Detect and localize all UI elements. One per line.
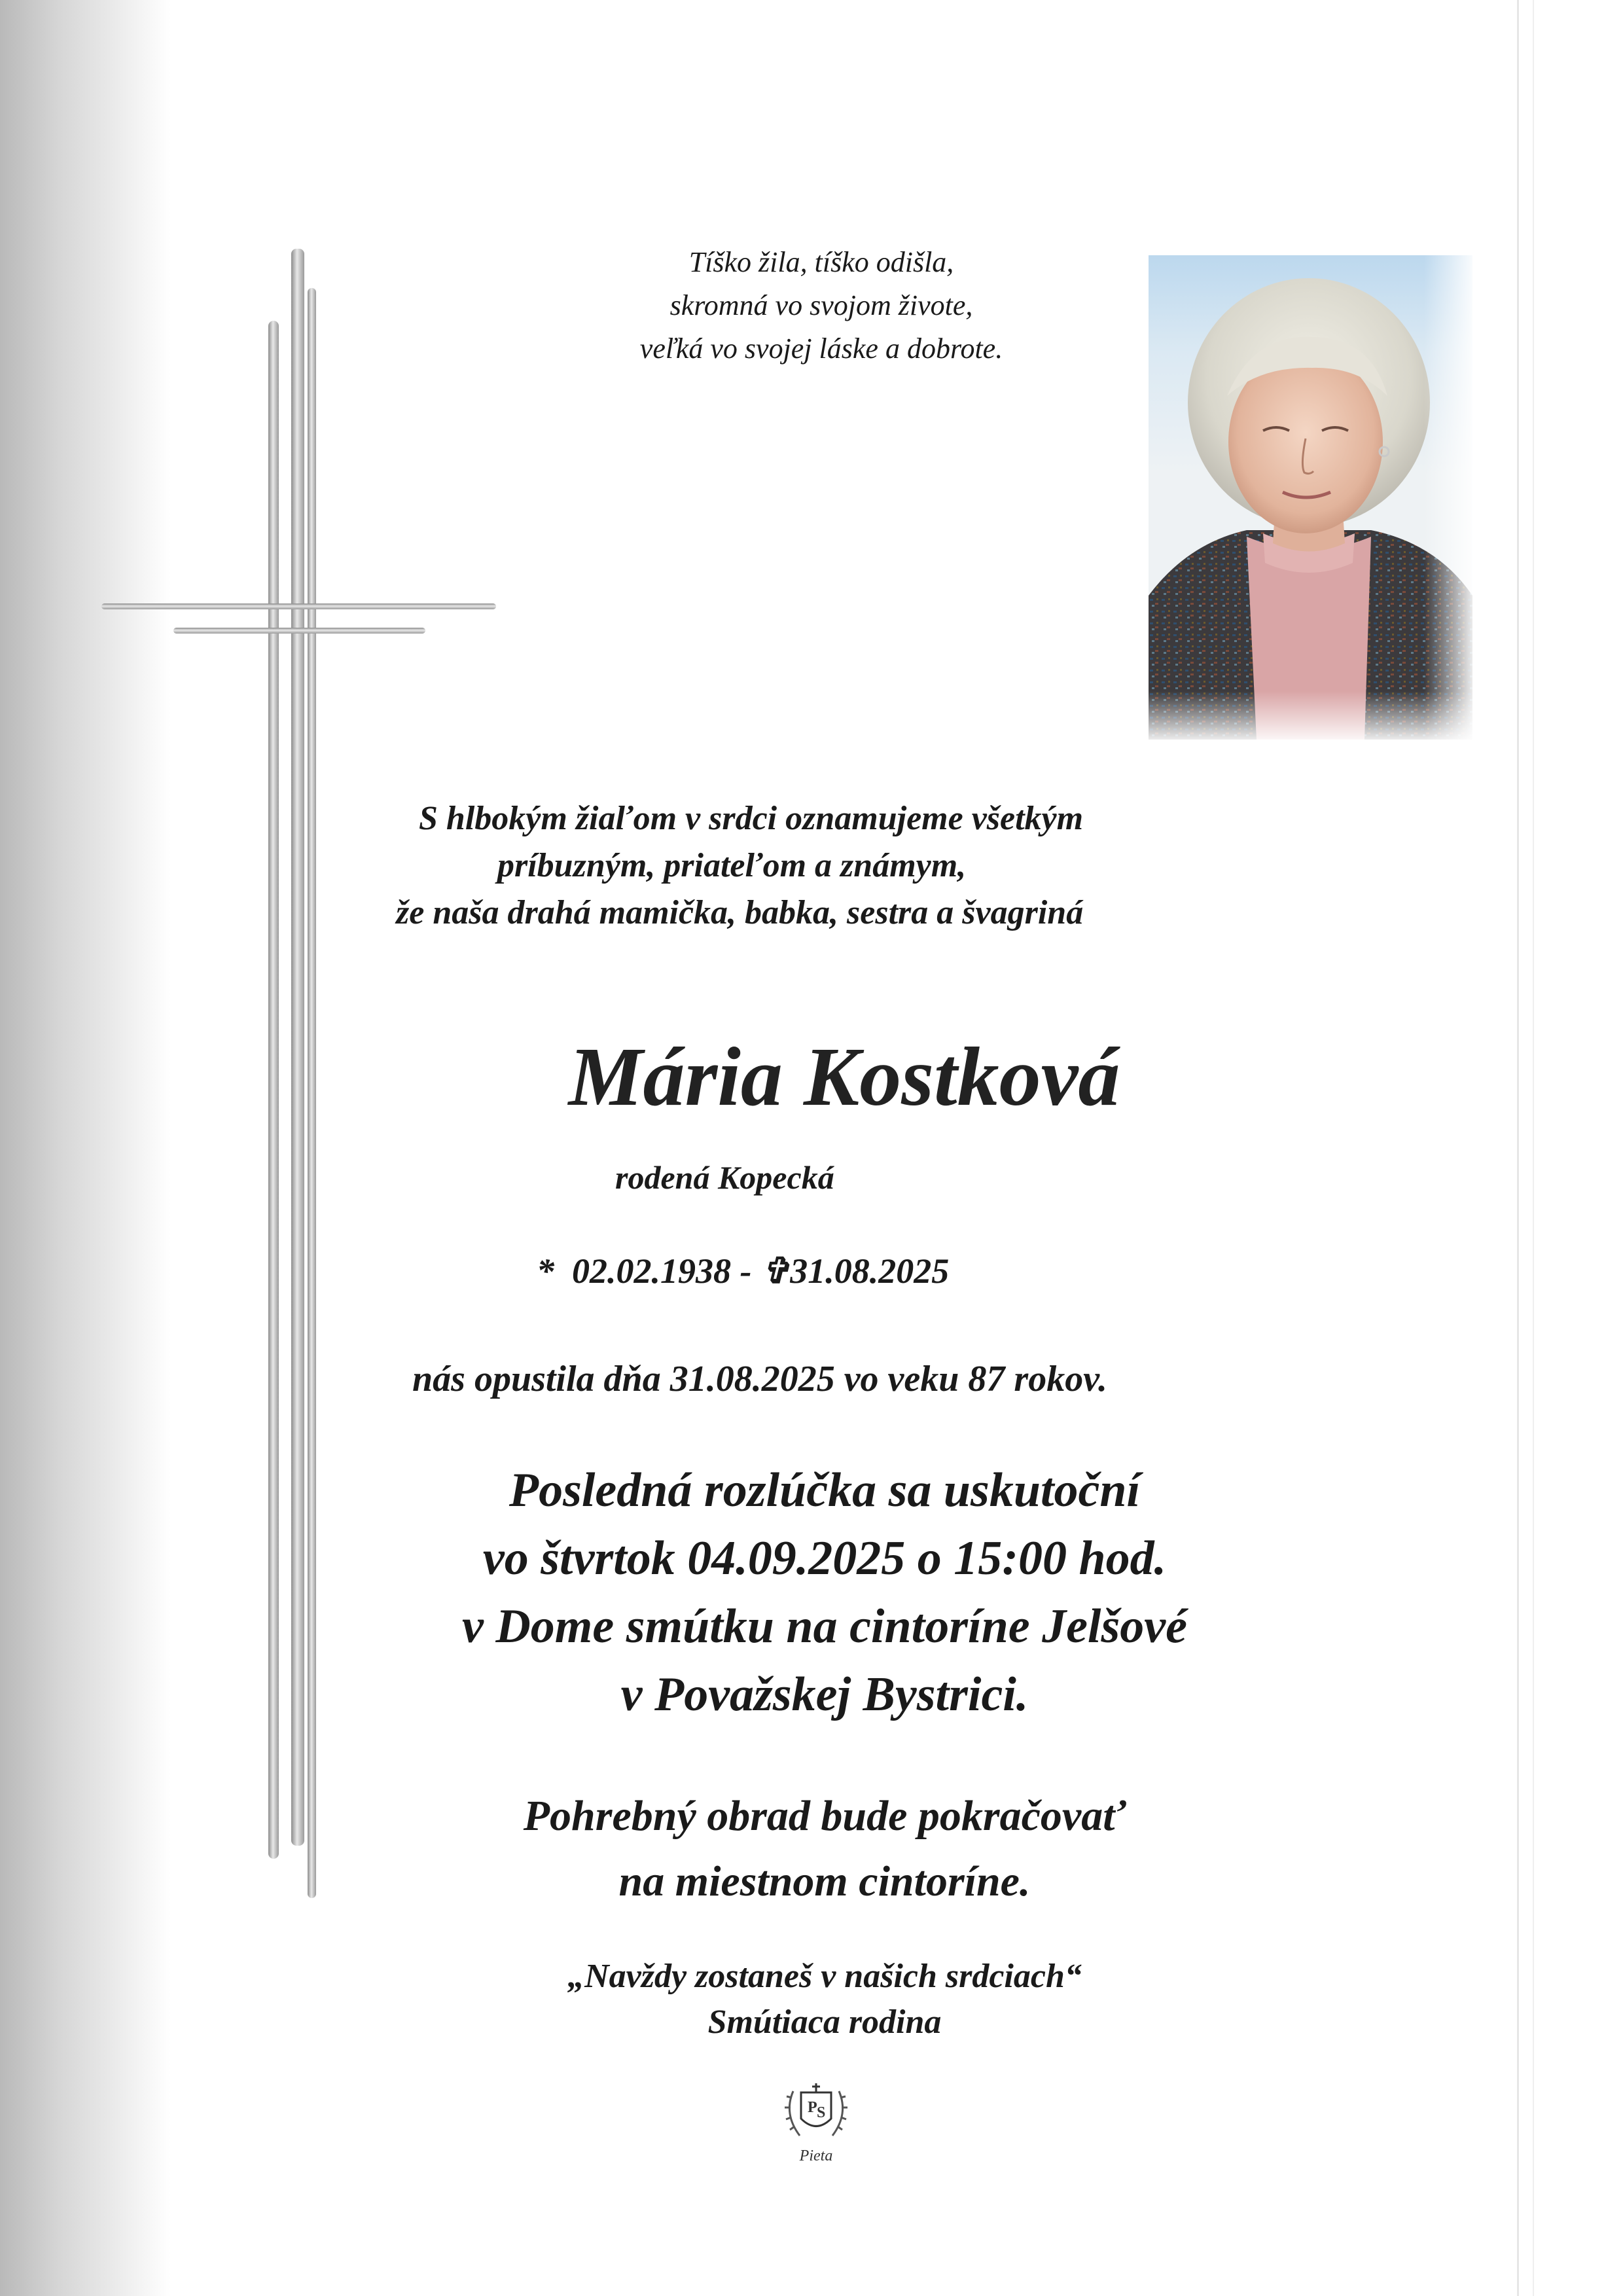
motto-line: skromná vo svojom živote, xyxy=(669,289,973,321)
farewell-line: Posledná rozlúčka sa uskutoční xyxy=(508,1463,1141,1517)
cross-vertical-bar xyxy=(308,288,316,1898)
left-gray-band xyxy=(0,0,170,2296)
portrait-photo xyxy=(1149,255,1472,740)
pieta-emblem-icon xyxy=(774,2078,859,2147)
cross-vertical-bar xyxy=(291,249,304,1846)
birth-star-icon: * xyxy=(537,1251,554,1291)
farewell-line: v Dome smútku na cintoríne Jelšové xyxy=(462,1600,1187,1653)
ceremony-line: Pohrebný obrad bude pokračovať xyxy=(523,1792,1126,1840)
maiden-name: rodená Kopecká xyxy=(615,1159,834,1196)
deceased-name: Mária Kostková xyxy=(568,1030,1120,1123)
ceremony-info xyxy=(366,1784,1283,1914)
announcement-line: že naša drahá mamička, babka, sestra a švagriná xyxy=(396,894,1084,931)
motto-line: Tíško žila, tíško odišla, xyxy=(688,246,954,278)
closing-quote: „Navždy zostaneš v našich srdciach“ xyxy=(567,1958,1082,1995)
farewell-info xyxy=(366,1456,1283,1729)
ceremony-line: na miestnom cintoríne. xyxy=(618,1857,1031,1905)
cross-horizontal-bar xyxy=(101,603,496,609)
farewell-line: v Považskej Bystrici. xyxy=(620,1668,1029,1721)
svg-text:S: S xyxy=(817,2104,826,2121)
portrait-illustration xyxy=(1149,255,1472,740)
motto xyxy=(543,241,1099,370)
logo-caption: Pieta xyxy=(799,2147,833,2164)
birth-date: 02.02.1938 xyxy=(572,1251,731,1291)
family-signature: Smútiaca rodina xyxy=(707,2003,942,2041)
announcement xyxy=(366,795,1315,937)
departed-line: nás opustila dňa 31.08.2025 vo veku 87 rokov. xyxy=(412,1359,1107,1399)
date-separator: - xyxy=(740,1251,752,1291)
announcement-line: príbuzným, priateľom a známym, xyxy=(497,847,967,884)
announcement-line: S hlbokým žiaľom v srdci oznamujeme všetkým xyxy=(419,800,1084,837)
pieta-logo xyxy=(774,2078,859,2176)
closing xyxy=(366,1954,1283,2045)
cross-vertical-bar xyxy=(268,321,279,1859)
cross-icon: ✞ xyxy=(760,1251,791,1291)
scan-edge-line xyxy=(1533,0,1534,2296)
life-dates xyxy=(537,1250,949,1291)
farewell-line: vo štvrtok 04.09.2025 o 15:00 hod. xyxy=(482,1532,1167,1585)
cross-horizontal-bar xyxy=(173,628,425,634)
death-date: 31.08.2025 xyxy=(790,1251,950,1291)
motto-line: veľká vo svojej láske a dobrote. xyxy=(639,332,1003,365)
scan-edge-line xyxy=(1517,0,1519,2296)
svg-text:P: P xyxy=(808,2099,817,2116)
